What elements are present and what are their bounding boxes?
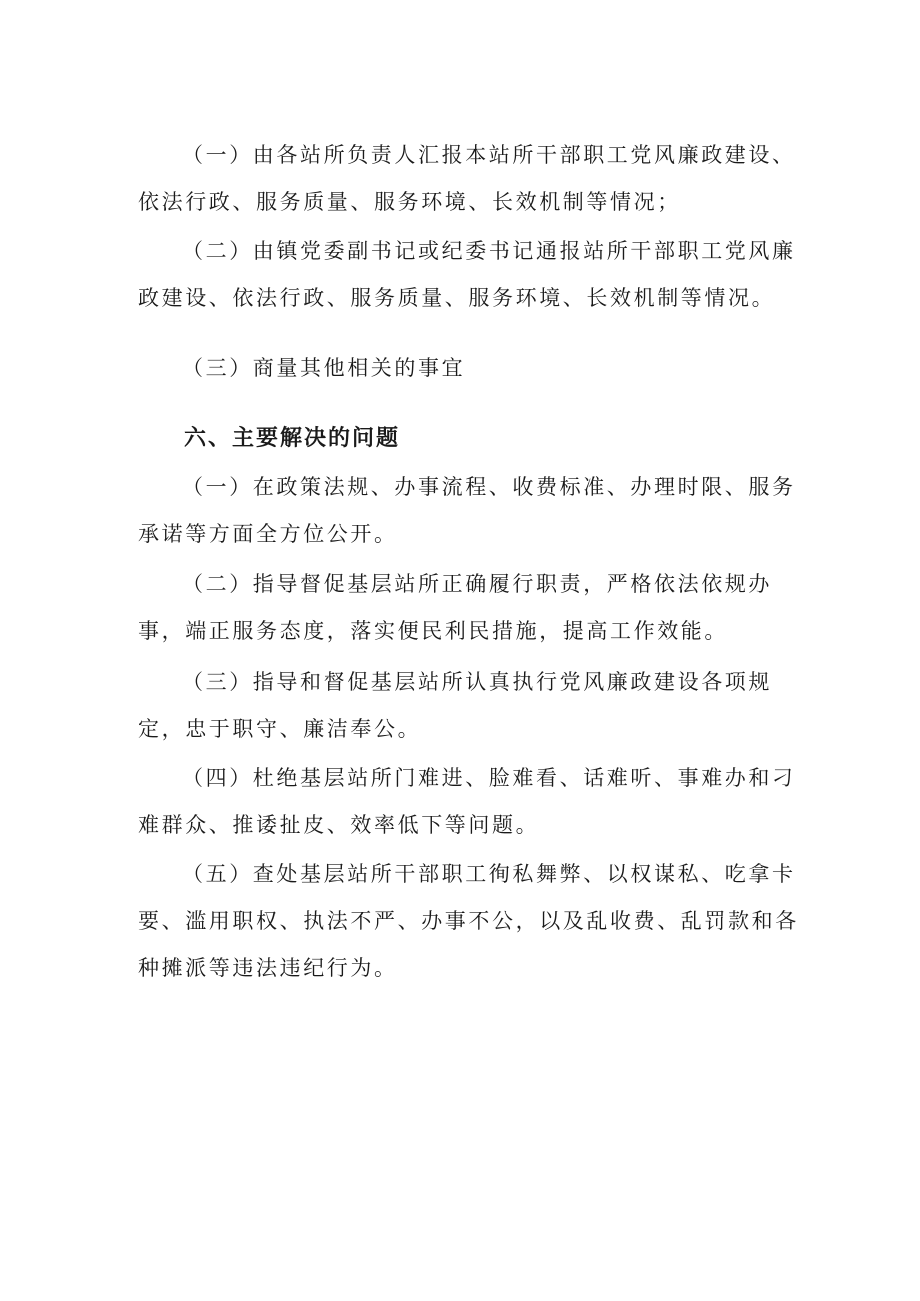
paragraph-full-disclosure: （一）在政策法规、办事流程、收费标准、办理时限、服务承诺等方面全方位公开。 (138, 475, 796, 546)
section-heading: 六、主要解决的问题 (184, 426, 401, 451)
paragraph-investigate-violations: （五）查处基层站所干部职工徇私舞弊、以权谋私、吃拿卡要、滥用职权、执法不严、办事不公，以及乱收费、乱罚款和各种摊派等违法违纪行为。 (138, 862, 799, 980)
paragraph-report-by-station-heads: （一）由各站所负责人汇报本站所干部职工党风廉政建设、依法行政、服务质量、服务环境、长效机制等情况； (138, 143, 796, 214)
paragraph-eliminate-bad-practices: （四）杜绝基层站所门难进、脸难看、话难听、事难办和刁难群众、推诿扯皮、效率低下等问题。 (138, 766, 796, 837)
paragraph-integrity-rules: （三）指导和督促基层站所认真执行党风廉政建设各项规定，忠于职守、廉洁奉公。 (138, 670, 772, 741)
paragraph-other-matters: （三）商量其他相关的事宜 (182, 356, 466, 380)
paragraph-notification-by-party-secretary: （二）由镇党委副书记或纪委书记通报站所干部职工党风廉政建设、依法行政、服务质量、服务环境、长效机制等情况。 (138, 239, 796, 310)
paragraph-guide-duties: （二）指导督促基层站所正确履行职责，严格依法依规办事，端正服务态度，落实便民利民措施，提高工作效能。 (138, 572, 772, 643)
